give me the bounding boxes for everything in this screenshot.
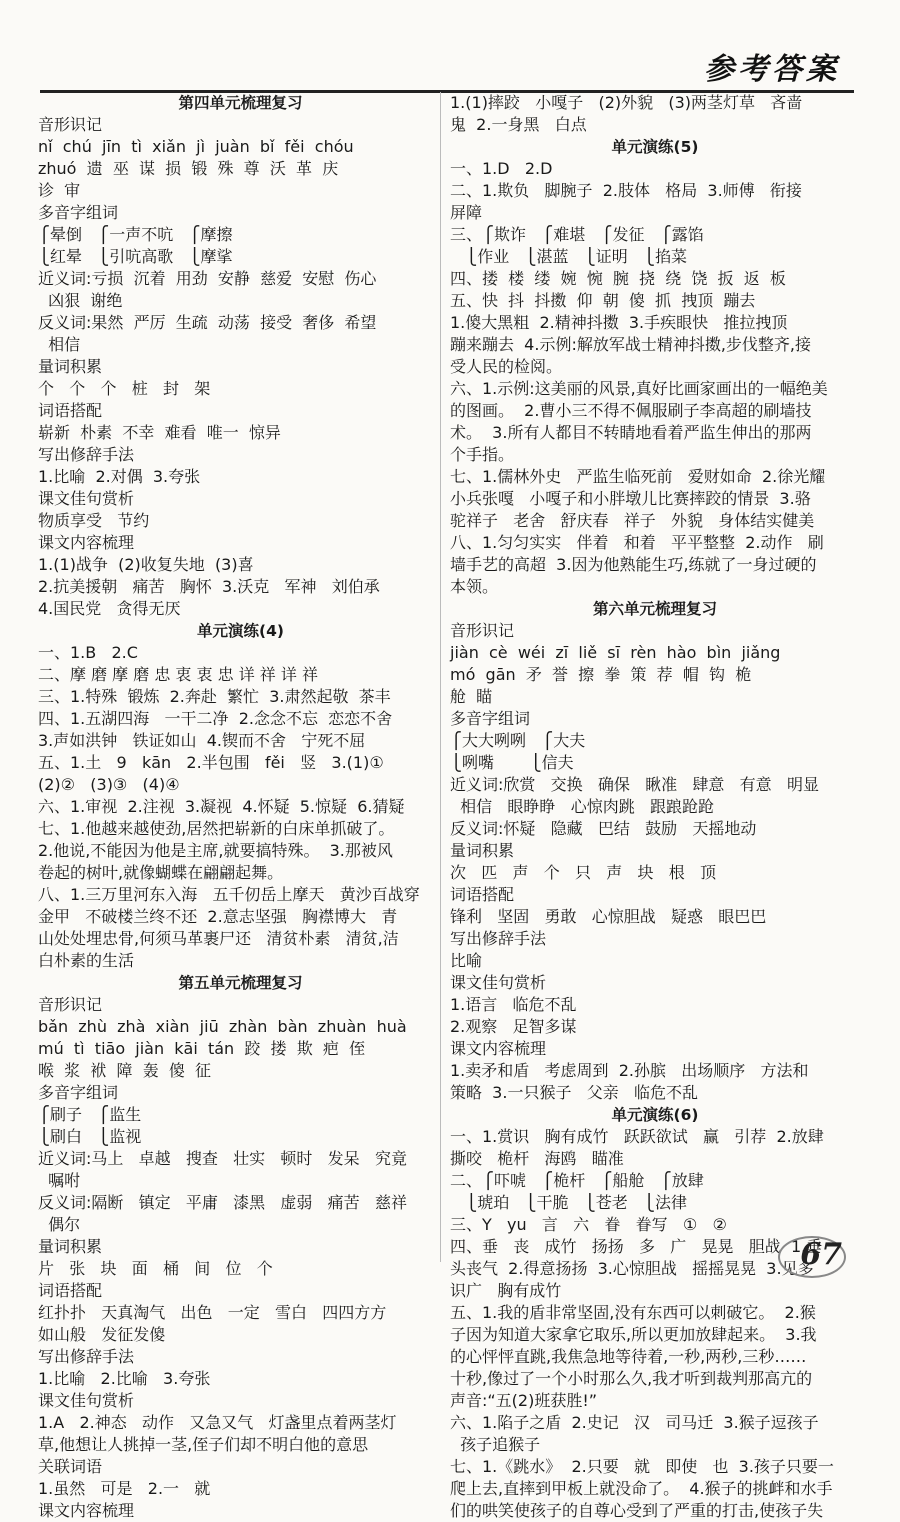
answer-line: 三、⎧欺诈 ⎧难堪 ⎧发征 ⎧露馅	[450, 225, 704, 244]
answer-line: 关联词语	[38, 1457, 103, 1476]
answer-line: 驼祥子 老舍 舒庆春 祥子 外貌 身体结实健美	[450, 511, 815, 530]
answer-line: 片 张 块 面 桶 间 位 个	[38, 1259, 273, 1278]
answer-line: 二、摩 磨 摩 磨 忠 衷 衷 忠 详 祥 详 祥	[38, 665, 318, 684]
answer-line: 的图画。 2.曹小三不得不佩服刷子李高超的刷墙技	[450, 401, 812, 420]
answer-line: 一、1.B 2.C	[38, 643, 138, 662]
answer-line: 量词积累	[38, 357, 103, 376]
answer-line: 1.比喻 2.对偶 3.夸张	[38, 467, 201, 486]
answer-line: 1.虽然 可是 2.一 就	[38, 1479, 211, 1498]
answer-line: 嘱咐	[38, 1171, 81, 1190]
answer-line: 子因为知道大家拿它取乐,所以更加放肆起来。 3.我	[450, 1325, 817, 1344]
answer-line: 写出修辞手法	[38, 1347, 135, 1366]
answer-line: 本领。	[450, 577, 499, 596]
answer-line: 受人民的检阅。	[450, 357, 563, 376]
answer-line: 1.卖矛和盾 考虑周到 2.孙膑 出场顺序 方法和	[450, 1061, 809, 1080]
answer-line: 蹦来蹦去 4.示例:解放军战士精神抖擞,步伐整齐,接	[450, 335, 812, 354]
answer-line: ⎩刷白 ⎩监视	[38, 1127, 142, 1146]
section-heading: 单元演练(4)	[197, 622, 284, 640]
answer-line: 1.比喻 2.比喻 3.夸张	[38, 1369, 211, 1388]
answer-line: 声音:“五(2)班获胜!”	[450, 1391, 598, 1410]
answer-line: 屏障	[450, 203, 483, 222]
answer-line: 八、1.三万里河东入海 五千仞岳上摩天 黄沙百战穿	[38, 885, 420, 904]
answer-line: 如山般 发征发傻	[38, 1325, 166, 1344]
answer-line: bǎn zhù zhà xiàn jiū zhàn bàn zhuàn huà	[38, 1017, 407, 1036]
section-heading: 第六单元梳理复习	[592, 600, 717, 618]
answer-line: 多音字组词	[450, 709, 531, 728]
answer-line: 红扑扑 天真淘气 出色 一定 雪白 四四方方	[38, 1303, 387, 1322]
answer-line: ⎧大大咧咧 ⎧大夫	[450, 731, 586, 750]
answer-line: 三、Y yu 言 六 眷 眷写 ① ②	[450, 1215, 727, 1234]
answer-line: 词语搭配	[450, 885, 515, 904]
answer-line: 白朴素的生活	[38, 951, 135, 970]
answer-line: 孩子追猴子	[450, 1435, 541, 1454]
answer-line: 二、⎧吓唬 ⎧桅杆 ⎧船舱 ⎧放肆	[450, 1171, 704, 1190]
answer-line: 多音字组词	[38, 1083, 119, 1102]
section-heading: 第四单元梳理复习	[178, 94, 303, 112]
answer-line: 金甲 不破楼兰终不还 2.意志坚强 胸襟博大 青	[38, 907, 398, 926]
answer-line: 头丧气 2.得意扬扬 3.心惊胆战 摇摇晃晃 3.见多	[450, 1259, 814, 1278]
answer-line: 音形识记	[450, 621, 515, 640]
answer-line: mó gān 矛 誉 擦 拳 策 荐 帽 钩 桅	[450, 665, 752, 684]
answer-line: 们的哄笑使孩子的自尊心受到了严重的打击,使孩子失	[450, 1501, 824, 1520]
answer-line: 的心怦怦直跳,我焦急地等待着,一秒,两秒,三秒……	[450, 1347, 807, 1366]
answer-line: 词语搭配	[38, 401, 103, 420]
answer-line: 2.观察 足智多谋	[450, 1017, 577, 1036]
answer-line: 鬼 2.一身黑 白点	[450, 115, 587, 134]
answer-line: 课文佳句赏析	[38, 1391, 135, 1410]
answer-line: 反义词:果然 严厉 生疏 动荡 接受 奢侈 希望	[38, 313, 377, 332]
answer-line: ⎧刷子 ⎧监生	[38, 1105, 142, 1124]
answer-line: 五、快 抖 抖擞 仰 朝 傻 抓 拽顶 蹦去	[450, 291, 756, 310]
section-heading: 单元演练(5)	[611, 138, 699, 156]
answer-line: 多音字组词	[38, 203, 119, 222]
answer-line: 五、1.我的盾非常坚固,没有东西可以刺破它。 2.猴	[450, 1303, 816, 1322]
answer-line: 六、1.陷子之盾 2.史记 汉 司马迁 3.猴子逗孩子	[450, 1413, 819, 1432]
answer-line: 课文内容梳理	[450, 1039, 547, 1058]
answer-line: 反义词:怀疑 隐藏 巴结 鼓励 天摇地动	[450, 819, 757, 838]
answer-line: ⎩红晕 ⎩引吭高歌 ⎩摩挲	[38, 247, 233, 266]
answer-line: 反义词:隔断 镇定 平庸 漆黑 虚弱 痛苦 慈祥	[38, 1193, 407, 1212]
answer-line: 1.(1)摔跤 小嘎子 (2)外貌 (3)两茎灯草 吝啬	[450, 93, 803, 112]
answer-line: 四、搂 楼 缕 婉 惋 腕 挠 绕 饶 扳 返 板	[450, 269, 786, 288]
answer-line: 识广 胸有成竹	[450, 1281, 562, 1300]
section-heading: 第五单元梳理复习	[178, 974, 303, 992]
answer-line: 量词积累	[450, 841, 515, 860]
page-number: 67	[800, 1237, 842, 1272]
answer-line: 小兵张嘎 小嘎子和小胖墩儿比赛摔跤的情景 3.骆	[450, 489, 811, 508]
answer-line: 近义词:马上 卓越 搜查 壮实 顿时 发呆 究竟	[38, 1149, 407, 1168]
answer-line: 四、垂 丧 成竹 扬扬 多 广 晃晃 胆战 1.垂	[450, 1237, 823, 1256]
answer-line: ⎩作业 ⎩湛蓝 ⎩证明 ⎩掐菜	[450, 247, 688, 266]
answer-line: 草,他想让人挑掉一茎,侄子们却不明白他的意思	[38, 1435, 369, 1454]
answer-line: 词语搭配	[38, 1281, 103, 1300]
answer-line: 爬上去,直摔到甲板上就没命了。 4.猴子的挑衅和水手	[450, 1479, 833, 1498]
page-header-title: 参考答案	[704, 52, 840, 87]
answer-line: 3.声如洪钟 铁证如山 4.锲而不舍 宁死不屈	[38, 731, 366, 750]
answer-line: 近义词:欣赏 交换 确保 瞅准 肆意 有意 明显	[450, 775, 819, 794]
answer-line: 三、1.特殊 锻炼 2.奔赴 繁忙 3.肃然起敬 茶丰	[38, 687, 391, 706]
answer-line: 相信 眼睁睁 心惊肉跳 跟踉跄跄	[450, 797, 714, 816]
answer-line: 次 匹 声 个 只 声 块 根 顶	[450, 863, 717, 882]
answer-line: 诊 审	[38, 181, 81, 200]
answer-line: 音形识记	[38, 115, 103, 134]
answer-line: zhuó 遗 巫 谋 损 锻 殊 尊 沃 革 庆	[38, 159, 339, 178]
answer-line: 课文内容梳理	[38, 533, 135, 552]
answer-line: 课文佳句赏析	[38, 489, 135, 508]
answer-line: 七、1.《跳水》 2.只要 就 即使 也 3.孩子只要一	[450, 1457, 834, 1476]
answer-line: 量词积累	[38, 1237, 103, 1256]
answer-line: 1.傻大黑粗 2.精神抖擞 3.手疾眼快 推拉拽顶	[450, 313, 788, 332]
answer-line: 喉 浆 袱 障 轰 傻 征	[38, 1061, 212, 1080]
answer-line: 4.国民党 贪得无厌	[38, 599, 181, 618]
answer-line: 二、1.欺负 脚腕子 2.肢体 格局 3.师傅 衔接	[450, 181, 802, 200]
left-column	[38, 92, 443, 1520]
answer-line: 策略 3.一只猴子 父亲 临危不乱	[450, 1083, 698, 1102]
answer-line: 崭新 朴素 不幸 难看 唯一 惊异	[38, 423, 281, 442]
answer-line: 个手指。	[450, 445, 515, 464]
answer-line: 2.他说,不能因为他是主席,就要搞特殊。 3.那被风	[38, 841, 393, 860]
answer-line: 术。 3.所有人都目不转睛地看着严监生伸出的那两	[450, 423, 812, 442]
answer-line: ⎧晕倒 ⎧一声不吭 ⎧摩擦	[38, 225, 233, 244]
answer-line: 一、1.赏识 胸有成竹 跃跃欲试 赢 引荐 2.放肆	[450, 1127, 824, 1146]
answer-line: 1.A 2.神态 动作 又急又气 灯盏里点着两茎灯	[38, 1413, 397, 1432]
answer-line: ⎩咧嘴 ⎩信夫	[450, 753, 574, 772]
answer-line: 舱 瞄	[450, 687, 493, 706]
answer-line: 七、1.他越来越使劲,居然把崭新的白床单抓破了。	[38, 819, 395, 838]
answer-line: 四、1.五湖四海 一干二净 2.念念不忘 恋恋不舍	[38, 709, 393, 728]
answer-line: 六、1.示例:这美丽的风景,真好比画家画出的一幅绝美	[450, 379, 828, 398]
answer-line: 卷起的树叶,就像蝴蝶在翩翩起舞。	[38, 863, 284, 882]
answer-line: 七、1.儒林外史 严监生临死前 爱财如命 2.徐光耀	[450, 467, 826, 486]
answer-line: 相信	[38, 335, 81, 354]
answer-line: 山处处埋忠骨,何须马革裹尸还 清贫朴素 清贫,洁	[38, 929, 399, 948]
answer-line: 1.(1)战争 (2)收复失地 (3)喜	[38, 555, 254, 574]
answer-line: 课文佳句赏析	[450, 973, 547, 992]
answer-line: 偶尔	[38, 1215, 81, 1234]
answer-line: 五、1.土 9 kān 2.半包围 fěi 竖 3.(1)①	[38, 753, 384, 772]
answer-line: (2)② (3)③ (4)④	[38, 775, 180, 794]
answer-line: 撕咬 桅杆 海鸥 瞄准	[450, 1149, 624, 1168]
answer-line: 写出修辞手法	[450, 929, 547, 948]
answer-line: 比喻	[450, 951, 483, 970]
answer-line: 个 个 个 桩 封 架	[38, 379, 211, 398]
answer-line: 物质享受 节约	[38, 511, 150, 530]
section-heading: 单元演练(6)	[611, 1106, 699, 1124]
right-column	[450, 92, 860, 1520]
answer-line: 1.语言 临危不乱	[450, 995, 577, 1014]
answer-line: jiàn cè wéi zī liě sī rèn hào bìn jiǎng	[450, 643, 781, 662]
answer-line: 墙手艺的高超 3.因为他熟能生巧,练就了一身过硬的	[450, 555, 817, 574]
answer-line: nǐ chú jīn tì xiǎn jì juàn bǐ fěi chóu	[38, 137, 354, 156]
answer-line: mú tì tiāo jiàn kāi tán 跤 搂 欺 疤 侄	[38, 1039, 366, 1058]
answer-line: 近义词:亏损 沉着 用劲 安静 慈爱 安慰 伤心	[38, 269, 377, 288]
answer-line: 写出修辞手法	[38, 445, 135, 464]
answer-line: 一、1.D 2.D	[450, 159, 553, 178]
answer-line: 课文内容梳理	[38, 1501, 135, 1520]
answer-line: 凶狠 谢绝	[38, 291, 123, 310]
answer-line: 2.抗美援朝 痛苦 胸怀 3.沃克 军神 刘伯承	[38, 577, 380, 596]
answer-line: 八、1.匀匀实实 伴着 和着 平平整整 2.动作 刷	[450, 533, 824, 552]
answer-line: 锋利 坚固 勇敢 心惊胆战 疑惑 眼巴巴	[450, 907, 767, 926]
answer-line: ⎩琥珀 ⎩干脆 ⎩苍老 ⎩法律	[450, 1193, 688, 1212]
answer-line: 六、1.审视 2.注视 3.凝视 4.怀疑 5.惊疑 6.猜疑	[38, 797, 405, 816]
answer-line: 十秒,像过了一个小时那么久,我才听到裁判那高亢的	[450, 1369, 813, 1388]
answer-line: 音形识记	[38, 995, 103, 1014]
